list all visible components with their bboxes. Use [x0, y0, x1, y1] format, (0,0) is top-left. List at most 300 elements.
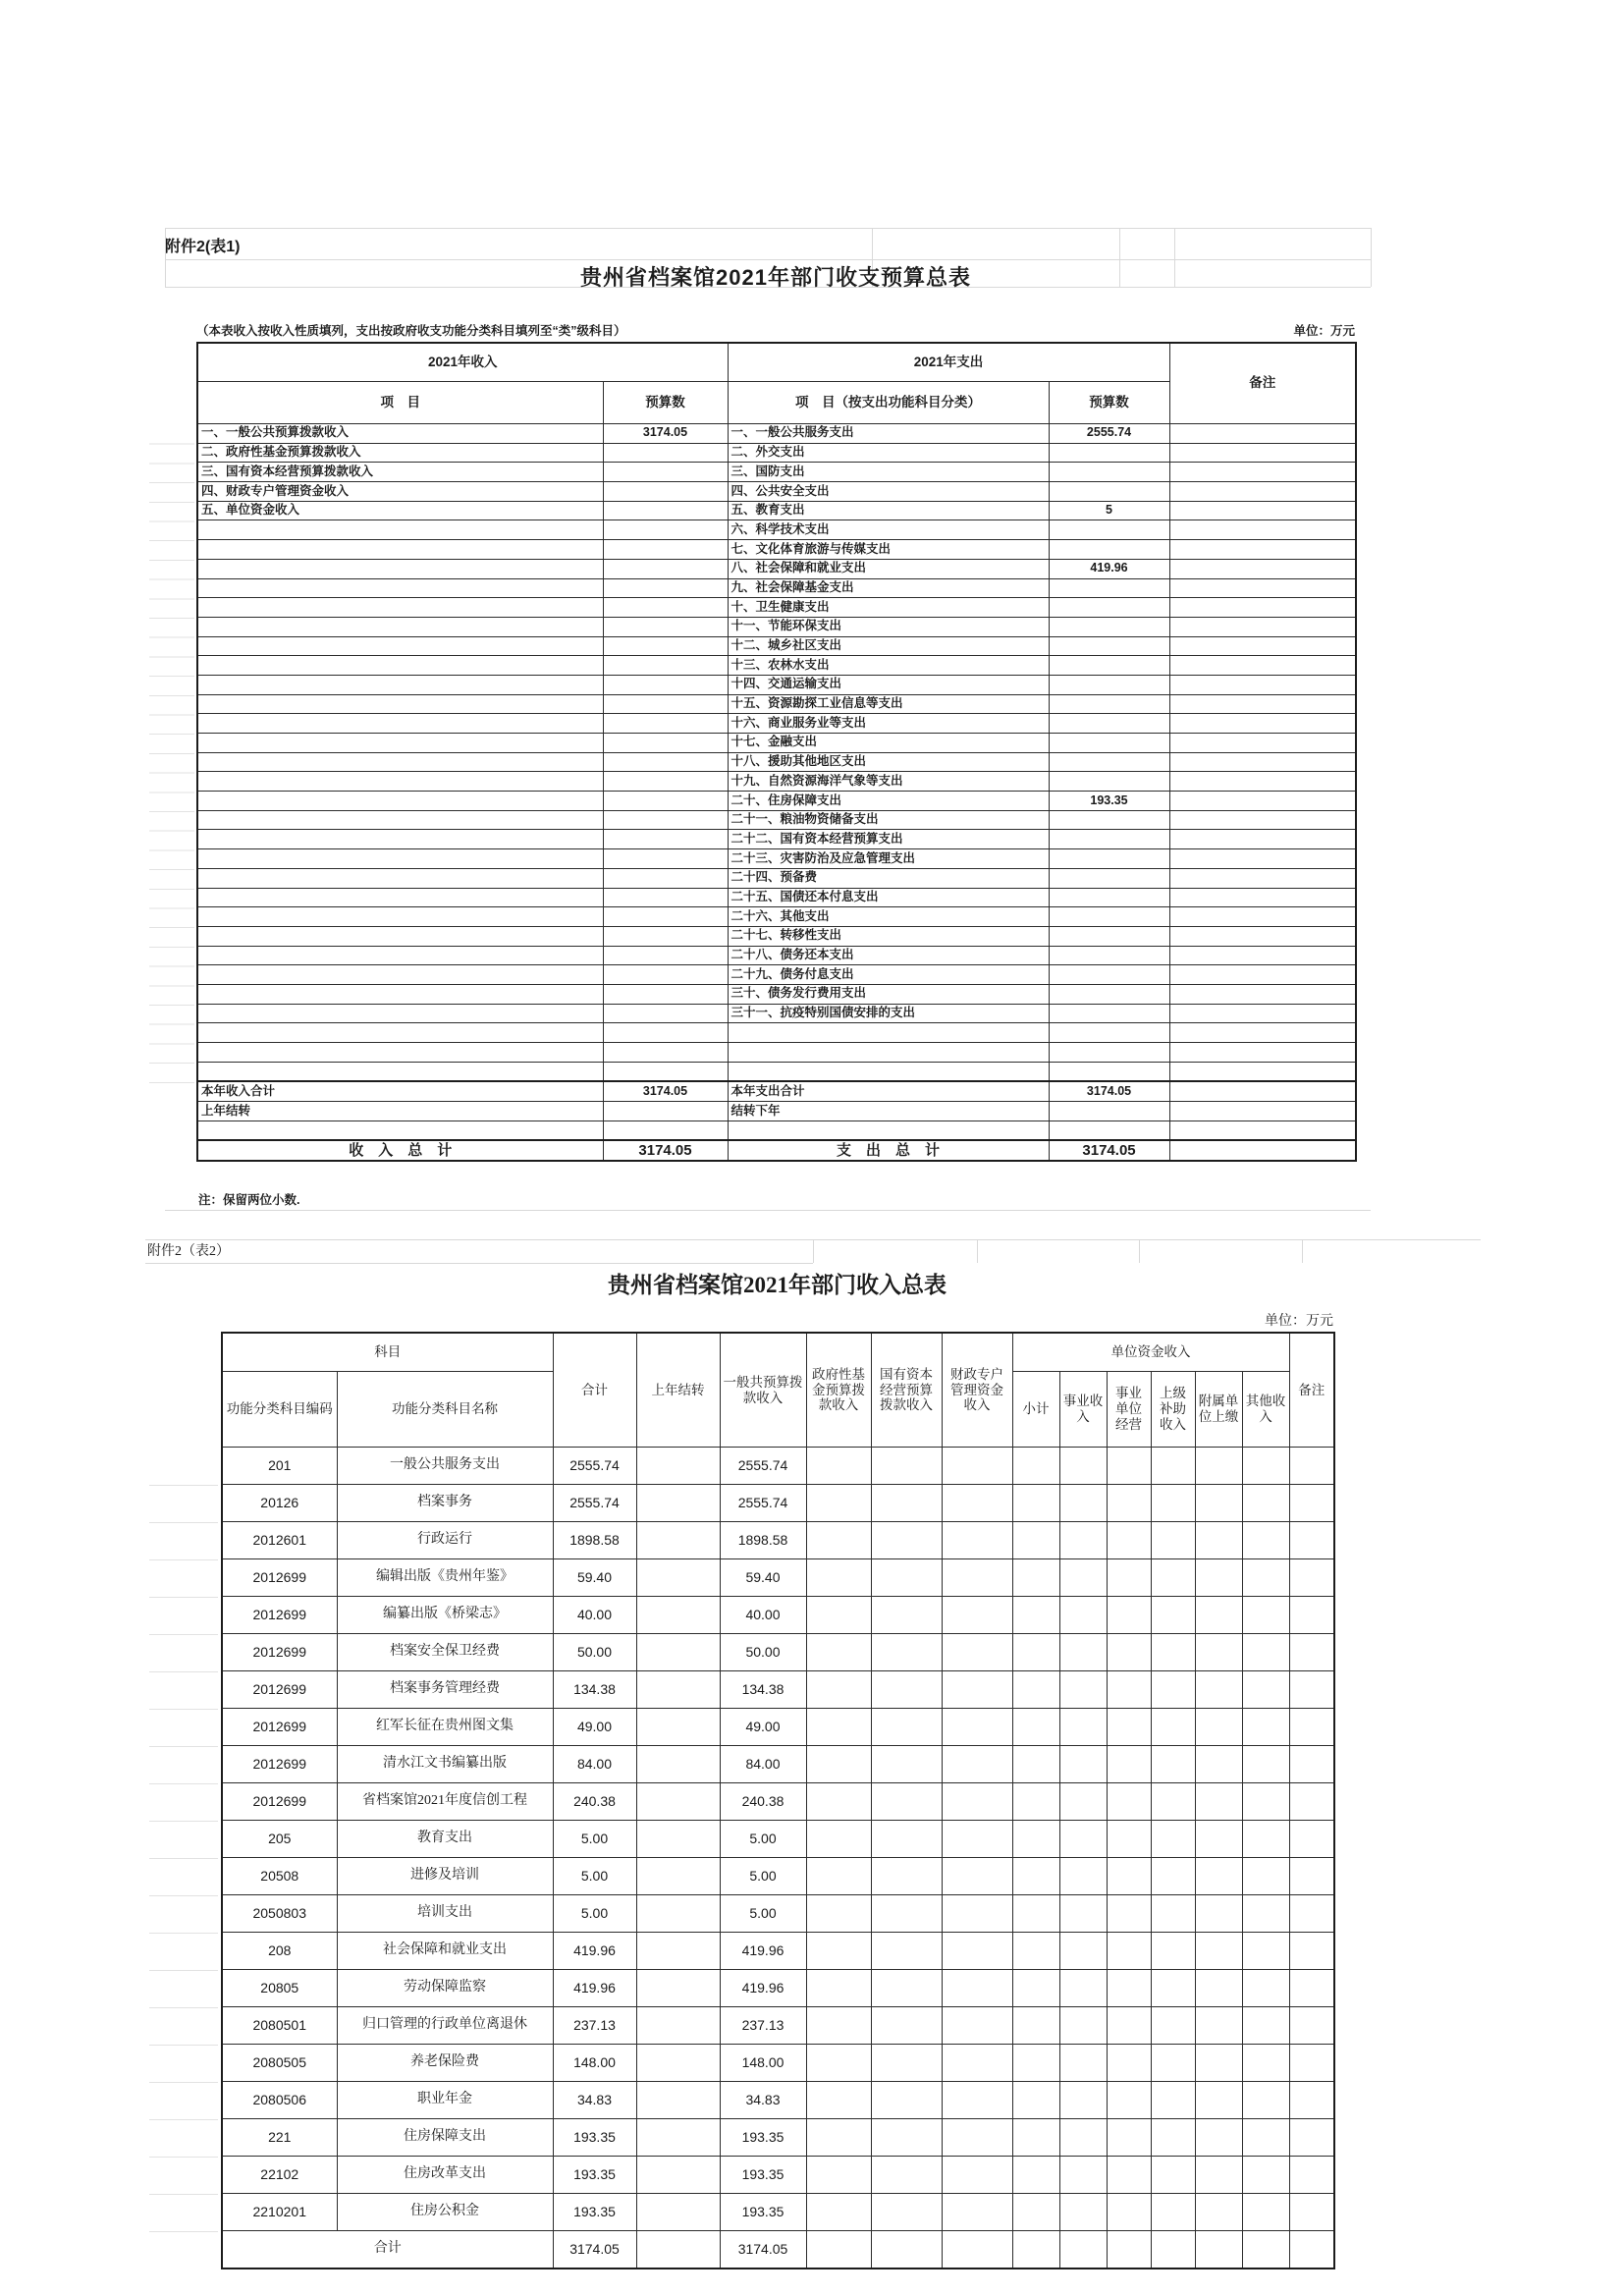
prev-carryover-cell [636, 1522, 720, 1559]
table-row [222, 1783, 1334, 1821]
gov-fund-cell [806, 1933, 871, 1970]
expense-budget-cell [1049, 965, 1169, 985]
gov-fund-cell [806, 1783, 871, 1821]
business-operation-cell [1107, 1783, 1151, 1821]
general-budget-cell: 2555.74 [720, 1485, 806, 1522]
income-detail-table [221, 1332, 1335, 2269]
carryover-prev-value [603, 1102, 728, 1121]
total-row-label: 合计 [222, 2231, 553, 2269]
gov-fund-cell [806, 2082, 871, 2119]
general-budget-cell: 134.38 [720, 1671, 806, 1709]
subtotal-cell [1012, 1895, 1059, 1933]
table1-attachment-label: 附件2(表1) [165, 239, 241, 255]
superior-subsidy-cell [1151, 1448, 1195, 1485]
remark-cell [1289, 1485, 1334, 1522]
table-row [197, 501, 1356, 520]
other-income-cell [1242, 1709, 1289, 1746]
expense-budget-cell [1049, 1004, 1169, 1023]
table2-totals [222, 2231, 1334, 2269]
subtotal-cell [1012, 1746, 1059, 1783]
prev-carryover-cell [636, 1709, 720, 1746]
income-group-header: 2021年收入 [197, 343, 728, 382]
expense-item-cell: 七、文化体育旅游与传媒支出 [728, 540, 1049, 560]
remark-column-header: 备注 [1169, 343, 1356, 424]
general-budget-cell: 419.96 [720, 1933, 806, 1970]
gov-fund-cell [806, 2157, 871, 2194]
expense-budget-cell [1049, 694, 1169, 714]
code-cell: 2012699 [222, 1559, 337, 1597]
superior-subsidy-cell [1151, 1858, 1195, 1895]
other-income-cell [1242, 2119, 1289, 2157]
table-row [197, 656, 1356, 676]
subtotal-cell [1012, 1933, 1059, 1970]
income-item-cell [197, 946, 603, 965]
remark-cell [1169, 482, 1356, 502]
business-income-cell [1059, 1597, 1107, 1634]
business-income-cell [1059, 2157, 1107, 2194]
state-capital-cell [871, 1671, 942, 1709]
superior-subsidy-cell [1151, 2007, 1195, 2045]
prev-carryover-cell [636, 2194, 720, 2231]
state-capital-cell [871, 1970, 942, 2007]
name-cell: 住房公积金 [337, 2194, 553, 2231]
general-budget-cell: 419.96 [720, 1970, 806, 2007]
code-cell: 205 [222, 1821, 337, 1858]
superior-subsidy-cell [1151, 1709, 1195, 1746]
income-budget-cell [603, 520, 728, 540]
spreadsheet-gridline [1371, 228, 1372, 287]
expense-item-cell: 十八、援助其他地区支出 [728, 752, 1049, 772]
table-row [197, 868, 1356, 888]
fiscal-account-cell [942, 1970, 1012, 2007]
fiscal-account-cell [942, 2157, 1012, 2194]
remark-cell [1169, 1102, 1356, 1121]
business-income-cell [1059, 2119, 1107, 2157]
name-cell: 一般公共服务支出 [337, 1448, 553, 1485]
subtotal-cell [1012, 1485, 1059, 1522]
income-budget-cell [603, 656, 728, 676]
code-cell: 2012699 [222, 1671, 337, 1709]
business-income-cell [1059, 2007, 1107, 2045]
income-item-cell [197, 520, 603, 540]
table-row [197, 598, 1356, 618]
subtotal-header: 小计 [1012, 1372, 1059, 1448]
fiscal-account-cell [942, 1858, 1012, 1895]
prev-carryover-cell [636, 1634, 720, 1671]
carryover-prev-label: 上年结转 [197, 1102, 603, 1121]
expense-item-cell: 十九、自然资源海洋气象等支出 [728, 772, 1049, 792]
fiscal-account-cell [942, 1522, 1012, 1559]
income-budget-cell [603, 1023, 728, 1043]
expense-item-cell: 二十六、其他支出 [728, 907, 1049, 927]
general-budget-cell: 5.00 [720, 1821, 806, 1858]
total-cell: 1898.58 [553, 1522, 636, 1559]
affiliated-remit-header: 附属单位上缴 [1195, 1372, 1242, 1448]
table-row [222, 1522, 1334, 1559]
state-capital-cell [871, 1858, 942, 1895]
fiscal-account-cell [942, 1933, 1012, 1970]
name-cell: 清水江文书编纂出版 [337, 1746, 553, 1783]
income-item-cell [197, 907, 603, 927]
subtotal-cell [1012, 2194, 1059, 2231]
remark-cell [1289, 1895, 1334, 1933]
code-cell: 2080506 [222, 2082, 337, 2119]
total-cell: 59.40 [553, 1559, 636, 1597]
business-operation-cell [1107, 1485, 1151, 1522]
expense-budget-cell [1049, 1023, 1169, 1043]
business-operation-cell [1107, 1858, 1151, 1895]
superior-subsidy-cell [1151, 1485, 1195, 1522]
table-row [222, 2082, 1334, 2119]
expense-item-cell: 三十、债务发行费用支出 [728, 984, 1049, 1004]
general-budget-cell: 84.00 [720, 1746, 806, 1783]
expense-budget-cell [1049, 734, 1169, 753]
other-income-cell [1242, 2082, 1289, 2119]
state-capital-cell [871, 1522, 942, 1559]
table-row [222, 1448, 1334, 1485]
remark-cell [1169, 926, 1356, 946]
other-income-cell [1242, 1783, 1289, 1821]
expense-item-cell [728, 1023, 1049, 1043]
table-row [197, 946, 1356, 965]
spreadsheet-gridline [145, 1263, 813, 1264]
expense-budget-cell [1049, 946, 1169, 965]
income-item-cell [197, 810, 603, 830]
table-row [197, 578, 1356, 598]
income-budget-cell [603, 792, 728, 811]
fiscal-account-cell [942, 1485, 1012, 1522]
code-cell: 2012699 [222, 1746, 337, 1783]
spacer-row [197, 1121, 1356, 1140]
income-item-cell [197, 656, 603, 676]
prev-carryover-cell [636, 1970, 720, 2007]
other-income-cell [1242, 1821, 1289, 1858]
spreadsheet-gridline [165, 1210, 1371, 1211]
income-item-cell [197, 694, 603, 714]
affiliated-remit-cell [1195, 2082, 1242, 2119]
superior-subsidy-cell [1151, 1970, 1195, 2007]
state-capital-header: 国有资本经营预算拨款收入 [871, 1333, 942, 1448]
name-cell: 教育支出 [337, 1821, 553, 1858]
income-item-cell [197, 1043, 603, 1063]
income-item-cell: 三、国有资本经营预算拨款收入 [197, 463, 603, 482]
table1-totals [197, 1081, 1356, 1161]
expense-budget-cell [1049, 926, 1169, 946]
gov-fund-cell [806, 1485, 871, 1522]
state-capital-cell [871, 1634, 942, 1671]
table-row [197, 636, 1356, 656]
remark-cell [1169, 598, 1356, 618]
subtotal-cell [1012, 1522, 1059, 1559]
subtotal-cell [1012, 1671, 1059, 1709]
table1-title: 贵州省档案馆2021年部门收支预算总表 [580, 265, 971, 290]
fiscal-account-cell [942, 2007, 1012, 2045]
income-budget-cell [603, 810, 728, 830]
table-row [197, 752, 1356, 772]
table-row [197, 830, 1356, 849]
gov-fund-header: 政府性基金预算拨款收入 [806, 1333, 871, 1448]
expense-item-cell: 十、卫生健康支出 [728, 598, 1049, 618]
spreadsheet-gridline [165, 259, 1371, 260]
remark-cell [1289, 1671, 1334, 1709]
total-cell: 5.00 [553, 1821, 636, 1858]
code-cell: 2080501 [222, 2007, 337, 2045]
income-item-cell [197, 578, 603, 598]
total-cell: 134.38 [553, 1671, 636, 1709]
remark-cell [1289, 2157, 1334, 2194]
business-income-cell [1059, 1448, 1107, 1485]
total-cell: 5.00 [553, 1895, 636, 1933]
fiscal-account-cell [942, 2082, 1012, 2119]
affiliated-remit-cell [1195, 1895, 1242, 1933]
expense-item-cell: 二十三、灾害防治及应急管理支出 [728, 849, 1049, 869]
grand-expense-value: 3174.05 [1049, 1140, 1169, 1161]
remark-cell [1169, 1004, 1356, 1023]
expense-budget-cell [1049, 888, 1169, 907]
prev-carryover-cell [636, 1933, 720, 1970]
remark-cell [1169, 540, 1356, 560]
code-cell: 20805 [222, 1970, 337, 2007]
income-budget-cell [603, 946, 728, 965]
affiliated-remit-cell [1195, 1783, 1242, 1821]
remark-cell [1169, 1043, 1356, 1063]
income-total-value: 3174.05 [603, 1081, 728, 1101]
income-item-cell [197, 734, 603, 753]
state-capital-cell [871, 1821, 942, 1858]
affiliated-remit-cell [1195, 1559, 1242, 1597]
grand-total-row [197, 1140, 1356, 1161]
total-cell: 237.13 [553, 2007, 636, 2045]
expense-budget-cell [1049, 714, 1169, 734]
table-row [222, 1709, 1334, 1746]
prev-carryover-cell [636, 1485, 720, 1522]
code-cell: 20126 [222, 1485, 337, 1522]
table-row [197, 792, 1356, 811]
superior-subsidy-cell [1151, 1522, 1195, 1559]
income-budget-header: 预算数 [603, 382, 728, 424]
remark-cell [1169, 636, 1356, 656]
expense-budget-cell [1049, 984, 1169, 1004]
remark-cell [1169, 501, 1356, 520]
subtotal-cell [1012, 1970, 1059, 2007]
remark-cell [1169, 734, 1356, 753]
superior-subsidy-cell [1151, 1933, 1195, 1970]
total-cell: 34.83 [553, 2082, 636, 2119]
expense-item-cell: 二、外交支出 [728, 443, 1049, 463]
business-operation-cell [1107, 2045, 1151, 2082]
table1-unit-label: 单位：万元 [1293, 324, 1355, 338]
table-row [197, 540, 1356, 560]
name-cell: 进修及培训 [337, 1858, 553, 1895]
business-operation-cell [1107, 1448, 1151, 1485]
prev-carryover-cell [636, 2157, 720, 2194]
business-operation-cell [1107, 1597, 1151, 1634]
income-item-cell [197, 714, 603, 734]
state-capital-cell [871, 2007, 942, 2045]
name-cell: 编纂出版《桥梁志》 [337, 1597, 553, 1634]
income-budget-cell [603, 772, 728, 792]
income-item-cell [197, 675, 603, 694]
total-cell: 84.00 [553, 1746, 636, 1783]
income-budget-cell [603, 636, 728, 656]
business-income-cell [1059, 2194, 1107, 2231]
income-item-cell [197, 965, 603, 985]
gov-fund-cell [806, 1448, 871, 1485]
table-row [222, 1821, 1334, 1858]
income-item-cell: 二、政府性基金预算拨款收入 [197, 443, 603, 463]
table-row [197, 1004, 1356, 1023]
income-budget-cell [603, 752, 728, 772]
table-row [222, 2045, 1334, 2082]
total-cell: 419.96 [553, 1970, 636, 2007]
expense-budget-cell [1049, 598, 1169, 618]
general-budget-cell: 3174.05 [720, 2231, 806, 2269]
fiscal-account-cell [942, 1783, 1012, 1821]
general-budget-cell: 237.13 [720, 2007, 806, 2045]
name-cell: 省档案馆2021年度信创工程 [337, 1783, 553, 1821]
remark-cell [1289, 1522, 1334, 1559]
gov-fund-cell [806, 1895, 871, 1933]
expense-item-cell: 十七、金融支出 [728, 734, 1049, 753]
affiliated-remit-cell [1195, 1448, 1242, 1485]
code-cell: 2012699 [222, 1709, 337, 1746]
expense-item-cell: 二十四、预备费 [728, 868, 1049, 888]
business-income-cell [1059, 1485, 1107, 1522]
income-item-cell [197, 926, 603, 946]
total-cell: 193.35 [553, 2157, 636, 2194]
remark-cell [1169, 772, 1356, 792]
superior-subsidy-cell [1151, 1634, 1195, 1671]
state-capital-cell [871, 1485, 942, 1522]
business-operation-cell [1107, 1634, 1151, 1671]
state-capital-cell [871, 2157, 942, 2194]
carryover-row [197, 1102, 1356, 1121]
affiliated-remit-cell [1195, 1933, 1242, 1970]
expense-budget-cell [1049, 463, 1169, 482]
expense-item-header: 项 目（按支出功能科目分类） [728, 382, 1049, 424]
table2-total-row [222, 2231, 1334, 2269]
gov-fund-cell [806, 1634, 871, 1671]
expense-item-cell: 二十九、债务付息支出 [728, 965, 1049, 985]
table-row [197, 888, 1356, 907]
gov-fund-cell [806, 1522, 871, 1559]
table-row [197, 926, 1356, 946]
income-item-cell [197, 1062, 603, 1081]
income-budget-cell [603, 501, 728, 520]
expense-budget-cell [1049, 482, 1169, 502]
gov-fund-cell [806, 2007, 871, 2045]
subtotal-cell [1012, 2007, 1059, 2045]
business-operation-cell [1107, 2157, 1151, 2194]
prev-carryover-cell [636, 1821, 720, 1858]
remark-cell [1169, 714, 1356, 734]
expense-budget-cell [1049, 617, 1169, 636]
subtotal-cell [1012, 2157, 1059, 2194]
total-cell: 240.38 [553, 1783, 636, 1821]
state-capital-cell [871, 1783, 942, 1821]
fiscal-account-cell [942, 2045, 1012, 2082]
remark-cell [1289, 2194, 1334, 2231]
gov-fund-cell [806, 1671, 871, 1709]
remark-cell [1169, 946, 1356, 965]
expense-budget-cell: 419.96 [1049, 559, 1169, 578]
table1-note: （本表收入按收入性质填列，支出按政府收支功能分类科目填列至“类”级科目） [196, 324, 626, 338]
other-income-cell [1242, 1671, 1289, 1709]
table2-group-header-row [222, 1333, 1334, 1372]
gov-fund-cell [806, 1858, 871, 1895]
remark-cell [1169, 694, 1356, 714]
expense-budget-header: 预算数 [1049, 382, 1169, 424]
table-row [197, 772, 1356, 792]
table-row [222, 1895, 1334, 1933]
subtotal-cell [1012, 1821, 1059, 1858]
income-budget-cell [603, 714, 728, 734]
income-budget-cell [603, 984, 728, 1004]
expense-budget-cell [1049, 1043, 1169, 1063]
business-operation-cell [1107, 1746, 1151, 1783]
code-cell: 2050803 [222, 1895, 337, 1933]
general-budget-cell: 240.38 [720, 1783, 806, 1821]
subtotal-cell [1012, 2119, 1059, 2157]
superior-subsidy-cell [1151, 2045, 1195, 2082]
code-cell: 2012601 [222, 1522, 337, 1559]
superior-subsidy-cell [1151, 2157, 1195, 2194]
code-cell: 2210201 [222, 2194, 337, 2231]
expense-total-label: 本年支出合计 [728, 1081, 1049, 1101]
table-row [197, 907, 1356, 927]
table-row [222, 2194, 1334, 2231]
expense-item-cell: 二十二、国有资本经营预算支出 [728, 830, 1049, 849]
state-capital-cell [871, 1597, 942, 1634]
remark-cell [1289, 1559, 1334, 1597]
affiliated-remit-cell [1195, 1858, 1242, 1895]
income-item-cell [197, 984, 603, 1004]
income-item-cell [197, 772, 603, 792]
other-income-cell [1242, 1858, 1289, 1895]
subtotal-cell [1012, 1634, 1059, 1671]
business-income-cell [1059, 1746, 1107, 1783]
affiliated-remit-cell [1195, 2007, 1242, 2045]
business-income-cell [1059, 1821, 1107, 1858]
affiliated-remit-cell [1195, 1597, 1242, 1634]
total-cell: 3174.05 [553, 2231, 636, 2269]
remark-cell [1169, 463, 1356, 482]
income-item-cell [197, 752, 603, 772]
superior-subsidy-header: 上级补助收入 [1151, 1372, 1195, 1448]
grand-expense-label: 支 出 总 计 [728, 1140, 1049, 1161]
other-income-cell [1242, 2157, 1289, 2194]
expense-item-cell: 四、公共安全支出 [728, 482, 1049, 502]
spreadsheet-row-gridlines [149, 1449, 218, 2269]
general-budget-cell: 193.35 [720, 2194, 806, 2231]
expense-budget-cell [1049, 636, 1169, 656]
general-budget-cell: 2555.74 [720, 1448, 806, 1485]
superior-subsidy-cell [1151, 1559, 1195, 1597]
remark-cell [1169, 830, 1356, 849]
business-income-cell [1059, 1634, 1107, 1671]
expense-budget-cell: 193.35 [1049, 792, 1169, 811]
income-item-cell [197, 598, 603, 618]
prev-carryover-cell [636, 1448, 720, 1485]
income-item-cell [197, 868, 603, 888]
affiliated-remit-cell [1195, 2157, 1242, 2194]
income-budget-cell [603, 598, 728, 618]
income-budget-cell: 3174.05 [603, 424, 728, 444]
table2-body [222, 1448, 1334, 2231]
state-capital-cell [871, 2045, 942, 2082]
table-row [222, 1671, 1334, 1709]
remark-cell [1289, 2007, 1334, 2045]
